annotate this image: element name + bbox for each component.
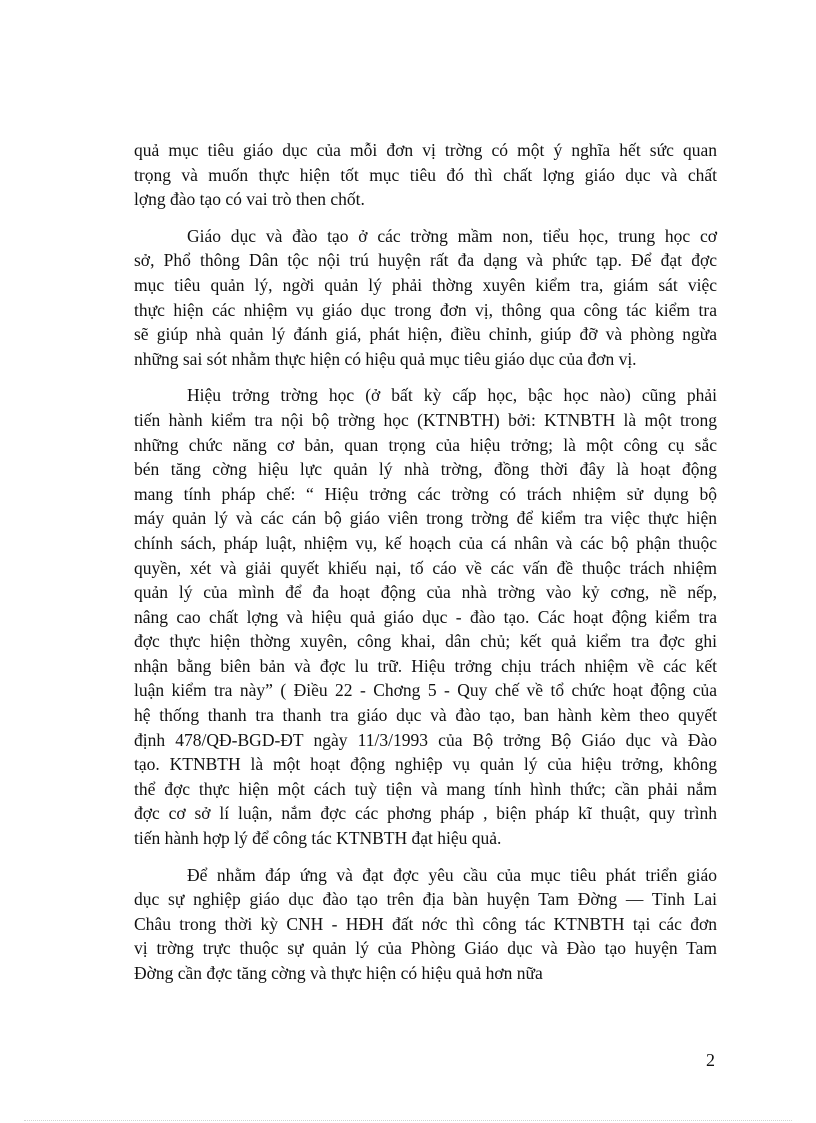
page-number: 2 <box>706 1050 715 1070</box>
text-line: những chức năng cơ bản, quan trọng của hiệu trởng; là một công cụ sắc <box>134 434 717 455</box>
text-line: dục sự nghiệp giáo dục đào tạo trên địa bàn huyện Tam Đờng — Tỉnh Lai <box>134 889 717 910</box>
text-line: bén tăng cờng hiệu lực quản lý nhà trờng, đồng thời đây là hoạt động <box>134 459 717 480</box>
text-line: thực hiện các nhiệm vụ giáo dục trong đơn vị, thông qua công tác kiểm tra <box>134 299 717 320</box>
text-line: luận kiểm tra này” ( Điều 22 - Chơng 5 - Quy chế về tổ chức hoạt động của <box>134 680 717 701</box>
text-line: Hiệu trởng trờng học (ở bất kỳ cấp học, bậc học nào) cũng phải <box>187 385 717 406</box>
text-line: quả mục tiêu giáo dục của mỗi đơn vị trờng có một ý nghĩa hết sức quan <box>134 140 717 160</box>
text-line: đợc thực hiện thờng xuyên, công khai, dân chủ; kết quả kiểm tra đợc ghi <box>134 631 717 652</box>
text-line: tạo. KTNBTH là một hoạt động nghiệp vụ quản lý của hiệu trởng, không <box>134 754 717 775</box>
page-bottom-divider <box>24 1120 792 1121</box>
text-line: hệ thống thanh tra thanh tra giáo dục và đào tạo, ban hành kèm theo quyết <box>134 705 717 726</box>
text-line: quyền, xét và giải quyết khiếu nại, tố cáo về các vấn đề thuộc trách nhiệm <box>134 557 717 578</box>
paragraph-4 <box>134 863 717 986</box>
paragraph-1 <box>134 138 717 212</box>
text-line: tiến hành kiểm tra nội bộ trờng học (KTNBTH) bởi: KTNBTH là một trong <box>134 409 717 430</box>
text-line: máy quản lý và các cán bộ giáo viên trong trờng để kiểm tra việc thực hiện <box>134 508 717 529</box>
text-line: lợng đào tạo có vai trò then chốt. <box>134 189 365 210</box>
text-line: định 478/QĐ-BGD-ĐT ngày 11/3/1993 của Bộ trởng Bộ Giáo dục và Đào <box>134 729 717 750</box>
text-line: thể đợc thực hiện một cách tuỳ tiện và mang tính hình thức; cần phải nắm <box>134 778 717 799</box>
text-line: quản lý của mình để đa hoạt động của nhà trờng vào kỷ cơng, nề nếp, <box>134 582 717 603</box>
page-body <box>134 138 717 998</box>
text-line: trọng và muốn thực hiện tốt mục tiêu đó thì chất lợng giáo dục và chất <box>134 164 717 185</box>
text-line: đợc cơ sở lí luận, nắm đợc các phơng pháp , biện pháp kĩ thuật, quy trình <box>134 803 717 824</box>
text-line: Đờng cần đợc tăng cờng và thực hiện có hiệu quả hơn nữa <box>134 963 543 983</box>
paragraph-3 <box>134 383 717 850</box>
text-line: Châu trong thời kỳ CNH - HĐH đất nớc thì công tác KTNBTH tại các đơn <box>134 913 717 934</box>
text-line: vị trờng trực thuộc sự quản lý của Phòng Giáo dục và Đào tạo huyện Tam <box>134 938 717 959</box>
text-line: mục tiêu quản lý, ngời quản lý phải thờng xuyên kiểm tra, giám sát việc <box>134 274 717 295</box>
text-line: những sai sót nhằm thực hiện có hiệu quả mục tiêu giáo dục của đơn vị. <box>134 348 637 369</box>
text-line: nhận bằng biên bản và đợc lu trữ. Hiệu trởng chịu trách nhiệm về các kết <box>134 655 717 676</box>
paragraph-2 <box>134 224 717 372</box>
text-line: chính sách, pháp luật, nhiệm vụ, kế hoạch của cá nhân và các bộ phận thuộc <box>134 532 717 553</box>
text-line: tiến hành hợp lý để công tác KTNBTH đạt hiệu quả. <box>134 828 502 849</box>
text-line: mang tính pháp chế: “ Hiệu trởng các trờng có trách nhiệm sử dụng bộ <box>134 483 717 504</box>
text-line: sẽ giúp nhà quản lý đánh giá, phát hiện, điều chỉnh, giúp đỡ và phòng ngừa <box>134 324 717 345</box>
text-line: Để nhằm đáp ứng và đạt đợc yêu cầu của mục tiêu phát triển giáo <box>187 864 717 885</box>
text-line: Giáo dục và đào tạo ở các trờng mầm non, tiểu học, trung học cơ <box>187 225 717 246</box>
text-line: nâng cao chất lợng và hiệu quả giáo dục - đào tạo. Các hoạt động kiểm tra <box>134 606 717 627</box>
text-line: sở, Phổ thông Dân tộc nội trú huyện rất đa dạng và phức tạp. Để đạt đợc <box>134 250 717 271</box>
